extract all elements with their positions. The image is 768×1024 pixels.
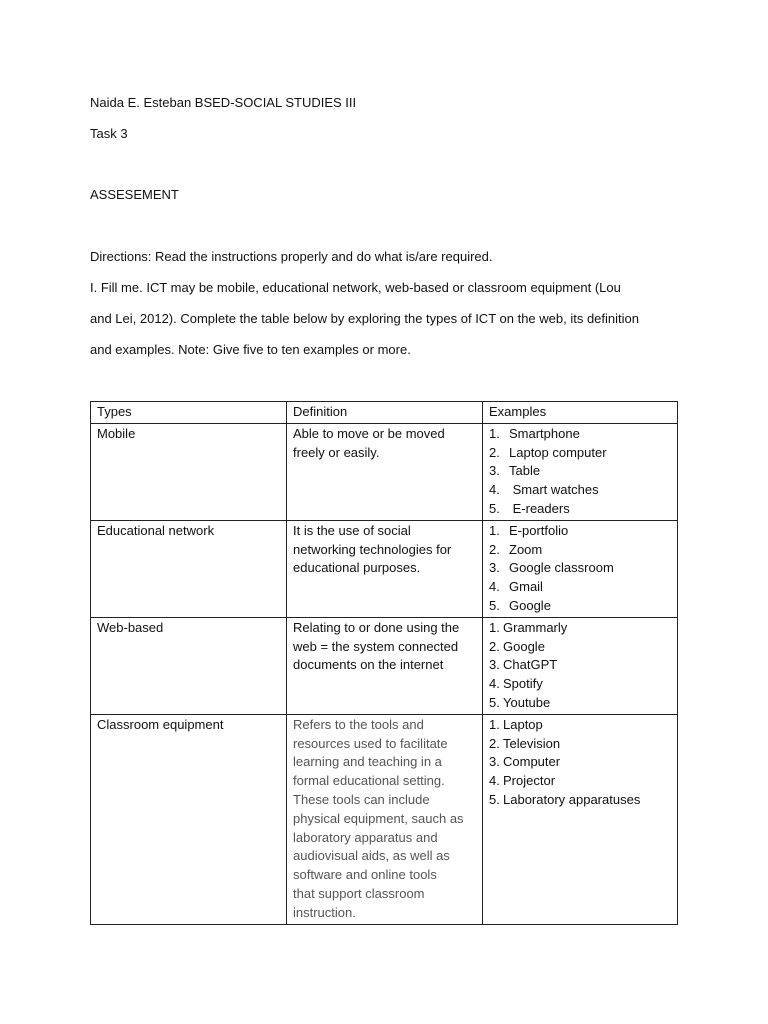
list-text: Google (503, 638, 545, 654)
list-item (489, 694, 671, 713)
list-text: Zoom (509, 541, 543, 557)
examples-list (489, 425, 671, 519)
examples-cell (483, 423, 678, 520)
examples-cell (483, 714, 678, 924)
list-item (489, 578, 671, 597)
list-text: Spotify (503, 676, 543, 692)
list-number: 5. (489, 791, 500, 807)
definition-line: Refers to the tools and (293, 716, 424, 732)
list-text: E-portfolio (509, 522, 569, 538)
list-text: Computer (503, 754, 561, 770)
header-definition: Definition (287, 402, 483, 424)
list-number: 5. (489, 597, 500, 613)
instruction-paragraph (90, 280, 690, 373)
definition-line: audiovisual aids, as well as (293, 848, 450, 864)
list-item (489, 656, 671, 675)
header-examples: Examples (483, 402, 678, 424)
list-number: 3. (489, 463, 500, 479)
list-text: Smartphone (509, 425, 580, 441)
list-item (489, 522, 671, 541)
list-text: Youtube (503, 694, 551, 710)
list-number: 1. (489, 425, 500, 441)
definition-line: that support classroom (293, 885, 425, 901)
table-row (91, 520, 678, 617)
ict-types-table (90, 401, 678, 925)
directions-text: Directions: Read the instructions properly and do what is/are required. (90, 249, 493, 264)
list-item (489, 619, 671, 638)
list-item (489, 597, 671, 616)
list-item (489, 541, 671, 560)
list-number: 4. (489, 482, 500, 498)
list-item (489, 481, 671, 500)
list-item (489, 716, 671, 735)
list-number: 1. (489, 522, 500, 538)
list-text: Google classroom (509, 560, 614, 576)
list-text: ChatGPT (503, 657, 558, 673)
list-number: 2. (489, 638, 500, 654)
list-number: 4. (489, 773, 500, 789)
list-number: 3. (489, 754, 500, 770)
list-item (489, 753, 671, 772)
list-text: Laptop (503, 716, 543, 732)
definition-line: freely or easily. (293, 444, 380, 460)
definition-line: Able to move or be moved (293, 425, 445, 441)
list-number: 4. (489, 676, 500, 692)
definition-line: educational purposes. (293, 560, 421, 576)
list-number: 2. (489, 541, 500, 557)
list-number: 2. (489, 735, 500, 751)
instruction-line: and Lei, 2012). Complete the table below by exploring the types of ICT on the web, its definition (90, 311, 639, 326)
examples-list (489, 522, 671, 616)
definition-line: These tools can include (293, 791, 430, 807)
table-row (91, 617, 678, 714)
author-line: Naida E. Esteban BSED-SOCIAL STUDIES III (90, 95, 357, 110)
definition-line: Relating to or done using the (293, 619, 460, 635)
list-number: 3. (489, 657, 500, 673)
section-title: ASSESEMENT (90, 187, 179, 202)
list-item (489, 791, 671, 810)
list-text: Gmail (509, 579, 543, 595)
list-item (489, 675, 671, 694)
list-item (489, 772, 671, 791)
table-row (91, 423, 678, 520)
definition-line: resources used to facilitate (293, 735, 448, 751)
list-text: Laptop computer (509, 444, 607, 460)
list-item (489, 500, 671, 519)
definition-line: web = the system connected (293, 638, 459, 654)
list-number: 1. (489, 716, 500, 732)
list-number: 5. (489, 500, 500, 516)
examples-list (489, 716, 671, 810)
list-number: 5. (489, 694, 500, 710)
table-header-row (91, 402, 678, 424)
list-item (489, 425, 671, 444)
list-text: Google (509, 597, 551, 613)
table-row (91, 714, 678, 924)
task-label: Task 3 (90, 126, 128, 141)
list-text: Table (509, 463, 541, 479)
examples-list (489, 619, 671, 713)
list-number: 3. (489, 560, 500, 576)
definition-line: instruction. (293, 904, 356, 920)
type-cell: Classroom equipment (91, 714, 287, 924)
type-cell: Mobile (91, 423, 287, 520)
examples-cell (483, 520, 678, 617)
definition-line: laboratory apparatus and (293, 829, 438, 845)
definition-line: documents on the internet (293, 657, 444, 673)
header-types: Types (91, 402, 287, 424)
list-text: Smart watches (509, 482, 599, 498)
instruction-line: and examples. Note: Give five to ten examples or more. (90, 342, 411, 357)
list-text: Television (503, 735, 561, 751)
list-number: 2. (489, 444, 500, 460)
definition-cell (287, 423, 483, 520)
list-item (489, 735, 671, 754)
definition-line: physical equipment, sauch as (293, 810, 464, 826)
definition-line: software and online tools (293, 867, 437, 883)
definition-line: formal educational setting. (293, 773, 445, 789)
list-number: 4. (489, 579, 500, 595)
definition-cell (287, 520, 483, 617)
list-item (489, 638, 671, 657)
definition-line: networking technologies for (293, 541, 452, 557)
type-cell: Educational network (91, 520, 287, 617)
list-text: Grammarly (503, 619, 568, 635)
definition-line: learning and teaching in a (293, 754, 442, 770)
list-text: Laboratory apparatuses (503, 791, 641, 807)
examples-cell (483, 617, 678, 714)
list-text: Projector (503, 773, 556, 789)
list-item (489, 559, 671, 578)
list-text: E-readers (509, 500, 570, 516)
type-cell: Web-based (91, 617, 287, 714)
instruction-line: I. Fill me. ICT may be mobile, educational network, web-based or classroom equipment (Lou (90, 280, 621, 295)
definition-cell (287, 714, 483, 924)
definition-line: It is the use of social (293, 522, 411, 538)
definition-cell (287, 617, 483, 714)
list-item (489, 444, 671, 463)
list-item (489, 462, 671, 481)
list-number: 1. (489, 619, 500, 635)
